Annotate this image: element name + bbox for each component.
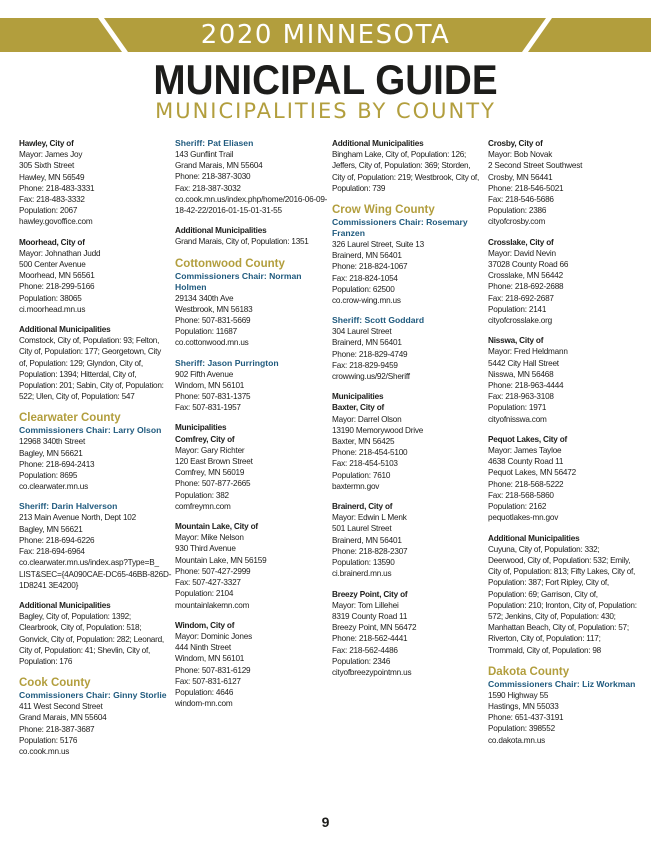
entry-line: Mayor: Tom Lillehei: [332, 600, 399, 610]
entry-line: Phone: 507-831-1375: [175, 392, 251, 402]
page-number: 9: [321, 814, 330, 830]
entry-line: Mayor: Bob Novak: [488, 150, 553, 160]
entry-line: Population: 1971: [488, 403, 547, 413]
entry-line: Crosby, MN 56441: [488, 172, 553, 182]
entry-heading: Additional Municipalities: [332, 139, 424, 148]
entry-line: Fax: 218-546-5686: [488, 195, 554, 205]
entry-county: [175, 257, 325, 349]
entry-line: Phone: 218-963-4444: [488, 381, 564, 391]
county-name: Cook County: [19, 677, 91, 690]
entry-line: Phone: 218-828-2307: [332, 546, 408, 556]
entry-block: [488, 434, 638, 524]
entry-heading: Nisswa, City of: [488, 336, 544, 346]
entry-line: 143 Gunflint Trail: [175, 150, 234, 159]
entry-line: Phone: 218-546-5021: [488, 183, 564, 193]
entry-line: Population: 5176: [19, 735, 78, 745]
entry-line: 37028 County Road 66: [488, 260, 569, 270]
entry-line: Population: 2162: [488, 502, 547, 512]
entry-block: [488, 138, 638, 228]
entry-line: Westbrook, MN 56183: [175, 304, 253, 314]
page-subtitle: MUNICIPALITIES BY COUNTY: [155, 99, 496, 123]
entry-heading: Baxter, City of: [332, 403, 385, 413]
entry-line: Phone: 218-829-4749: [332, 349, 408, 359]
entry-line: Phone: 218-299-5166: [19, 282, 95, 292]
entry-line: Phone: 507-877-2665: [175, 479, 251, 489]
entry-line: 304 Laurel Street: [332, 327, 392, 337]
entry-line: co.dakota.mn.us: [488, 735, 546, 745]
entry-line: ci.brainerd.mn.us: [332, 569, 392, 579]
entry-line: Phone: 651-437-3191: [488, 713, 564, 723]
entry-line: 2 Second Street Southwest: [488, 161, 583, 171]
entry-line: co.cook.mn.us/index.php/home/2016-06-09-: [175, 194, 328, 204]
entry-line: baxtermn.gov: [332, 481, 380, 491]
entry-line: co.cook.mn.us: [19, 746, 70, 756]
entry-line: Population: 13590: [332, 558, 395, 568]
entry-line: 1590 Highway 55: [488, 690, 549, 700]
commissioners-chair: Commissioners Chair: Ginny Storlie: [19, 690, 167, 701]
entry-line: Windom, MN 56101: [175, 654, 245, 664]
entry-line: 5442 City Hall Street: [488, 358, 559, 368]
entry-para: [19, 600, 167, 667]
entry-block: [19, 237, 167, 315]
county-name: Cottonwood County: [175, 257, 285, 270]
entry-line: co.clearwater.mn.us: [19, 482, 89, 492]
entry-block: [332, 501, 482, 579]
county-name: Crow Wing County: [332, 204, 435, 217]
entry-line: 120 East Brown Street: [175, 457, 253, 467]
entry-line: Mayor: Gary Richter: [175, 445, 245, 455]
entry-line: Crosslake, MN 56442: [488, 271, 563, 281]
entry-line: 902 Fifth Avenue: [175, 369, 234, 379]
entry-line: 930 Third Avenue: [175, 544, 236, 554]
entry-line: Moorhead, MN 56561: [19, 271, 95, 281]
entry-para: [19, 324, 167, 402]
county-name: Clearwater County: [19, 412, 121, 425]
entry-line: Grand Marais, MN 55604: [19, 713, 107, 723]
entry-line: Nisswa, MN 56468: [488, 369, 554, 379]
entry-heading: Breezy Point, City of: [332, 589, 408, 599]
entry-line: Phone: 507-831-6129: [175, 665, 251, 675]
entry-line: co.crow-wing.mn.us: [332, 296, 401, 306]
entry-line: 4638 County Road 11: [488, 457, 564, 467]
entry-line: Population: 7610: [332, 470, 391, 480]
entry-line: Mayor: Dominic Jones: [175, 631, 252, 641]
entry-heading: Comfrey, City of: [175, 434, 235, 444]
entry-line: Fax: 218-483-3332: [19, 195, 85, 205]
entry-line: Fax: 218-824-1054: [332, 273, 398, 283]
entry-line: 305 Sixth Street: [19, 161, 75, 171]
entry-sheriff: [175, 138, 328, 216]
entry-line: Comfrey, MN 56019: [175, 468, 245, 478]
entry-line: Population: 8695: [19, 471, 78, 481]
entry-line: Mayor: Darrel Olson: [332, 414, 402, 424]
entry-line: Fax: 218-568-5860: [488, 490, 554, 500]
entry-block: [19, 138, 167, 228]
entry-line: 8319 County Road 11: [332, 611, 408, 621]
entry-line: windom-mn.com: [175, 699, 233, 709]
page-title: MUNICIPAL GUIDE: [153, 56, 498, 103]
entry-line: crowwing.us/92/Sheriff: [332, 372, 410, 382]
entry-line: Windom, MN 56101: [175, 380, 245, 390]
entry-paragraph: Cuyuna, City of, Population: 332; Deerwood, City of, Population: 532; Emily, City of, Population: 813; Fifty Lakes, City of, Population: 387; Fort Ripley, City of, Population: 69; Garrison, City of, Population: 210; Ironton, City of, Population: 572; Jenkins, City of, Population: 430; Manhattan Beach, City of, Population: 57; Riverton, City of, Population: 117; Trommald, City of, Population: 98: [488, 544, 637, 655]
entry-line: Bagley, MN 56621: [19, 524, 83, 534]
entry-line: Population: 62500: [332, 284, 395, 294]
entry-line: Population: 2386: [488, 206, 547, 216]
entry-heading: Moorhead, City of: [19, 237, 85, 247]
entry-line: Hastings, MN 55033: [488, 701, 559, 711]
entry-heading: Crosby, City of: [488, 139, 543, 148]
entry-line: 444 Ninth Street: [175, 643, 231, 653]
entry-line: Population: 38065: [19, 293, 82, 303]
entry-line: Brainerd, MN 56401: [332, 535, 402, 545]
entry-line: cityofcrosslake.org: [488, 316, 552, 326]
entry-county: [332, 203, 482, 306]
entry-line: Phone: 218-562-4441: [332, 634, 408, 644]
entry-sheriff: [332, 315, 482, 382]
entry-line: Population: 2141: [488, 304, 547, 314]
entry-line: Hawley, MN 56549: [19, 172, 85, 182]
entry-sheriff: [19, 501, 172, 590]
column-2: [175, 138, 328, 718]
entry-paragraph: Comstock, City of, Population: 93; Felton, City of, Population: 177; Georgetown, City of, Population: 129; Glyndon, City of, Population: 1394; Hitterdal, City of, Population: 201; Sabin, City of, Population: 522; Ulen, City of, Population: 547: [19, 336, 164, 402]
entry-line: Mayor: James Tayloe: [488, 446, 562, 456]
entry-line: Phone: 218-387-3030: [175, 172, 251, 182]
entry-line: Baxter, MN 56425: [332, 437, 395, 447]
entry-line: co.cottonwood.mn.us: [175, 338, 249, 348]
entry-line: Phone: 507-831-5669: [175, 316, 251, 326]
entry-line: Mayor: James Joy: [19, 150, 83, 160]
entry-line: Fax: 507-427-3327: [175, 578, 241, 588]
entry-line: Fax: 218-694-6964: [19, 547, 85, 557]
entry-block: [175, 422, 325, 512]
entry-paragraph: Bingham Lake, City of, Population: 126; Jeffers, City of, Population: 369; Storden, City of, Population: 219; Westbrook, City of, Population: 739: [332, 150, 479, 193]
entry-line: Breezy Point, MN 56472: [332, 623, 417, 633]
entry-line: Fax: 218-692-2687: [488, 293, 554, 303]
entry-line: cityofbreezypointmn.us: [332, 667, 412, 677]
commissioners-chair: Commissioners Chair: Norman Holmen: [175, 270, 302, 292]
entry-line: ci.moorhead.mn.us: [19, 304, 86, 314]
entry-line: Fax: 218-454-5103: [332, 459, 398, 469]
entry-line: 411 West Second Street: [19, 702, 103, 712]
entry-line: Population: 2346: [332, 656, 391, 666]
sheriff-name: Sheriff: Pat Eliasen: [175, 138, 254, 148]
commissioners-chair: Commissioners Chair: Larry Olson: [19, 425, 162, 436]
entry-sheriff: [175, 358, 325, 414]
entry-county: [488, 665, 638, 746]
entry-heading: Municipalities: [175, 423, 227, 433]
entry-heading: Brainerd, City of: [332, 502, 393, 512]
entry-block: [488, 335, 638, 425]
entry-line: 18-42-22/2016-01-15-01-31-55: [175, 206, 282, 216]
column-1: [19, 138, 172, 766]
entry-line: 326 Laurel Street, Suite 13: [332, 240, 425, 250]
commissioners-chair: Commissioners Chair: Liz Workman: [488, 678, 636, 689]
entry-heading: Windom, City of: [175, 620, 235, 630]
entry-line: Pequot Lakes, MN 56472: [488, 468, 576, 478]
entry-line: Mayor: Fred Heldmann: [488, 347, 568, 357]
entry-line: Fax: 507-831-1957: [175, 403, 241, 413]
entry-line: Phone: 218-694-6226: [19, 535, 95, 545]
entry-line: comfreymn.com: [175, 501, 231, 511]
banner-year-line: 2020 MINNESOTA: [200, 20, 451, 50]
entry-line: Phone: 218-824-1067: [332, 262, 408, 272]
entry-line: Mayor: David Nevin: [488, 248, 556, 258]
entry-line: Fax: 218-387-3032: [175, 183, 241, 193]
entry-line: Phone: 218-568-5222: [488, 479, 564, 489]
sheriff-name: Sheriff: Scott Goddard: [332, 315, 425, 326]
entry-block: [175, 521, 325, 611]
entry-heading: Additional Municipalities: [19, 325, 111, 335]
entry-line: Population: 2104: [175, 589, 234, 599]
entry-line: 213 Main Avenue North, Dept 102: [19, 513, 136, 523]
entry-heading: Additional Municipalities: [488, 533, 580, 543]
sheriff-name: Sheriff: Jason Purrington: [175, 357, 279, 368]
column-4: [488, 138, 638, 755]
commissioners-chair: Commissioners Chair: Rosemary Franzen: [332, 217, 468, 239]
entry-para: [332, 138, 482, 194]
entry-line: Brainerd, MN 56401: [332, 338, 402, 348]
entry-line: Grand Marais, MN 55604: [175, 161, 263, 171]
entry-line: cityofnisswa.com: [488, 414, 547, 424]
entry-line: Population: 398552: [488, 724, 555, 734]
entry-block: [175, 620, 325, 710]
entry-heading: Additional Municipalities: [19, 600, 111, 610]
entry-block: [488, 237, 638, 327]
entry-block: [332, 391, 482, 492]
entry-line: Mountain Lake, MN 56159: [175, 555, 267, 565]
entry-line: Mayor: Mike Nelson: [175, 533, 244, 543]
entry-heading: Mountain Lake, City of: [175, 522, 258, 532]
entry-paragraph: Grand Marais, City of, Population: 1351: [175, 237, 309, 247]
entry-line: Population: 11687: [175, 327, 238, 337]
entry-county: [19, 411, 167, 492]
entry-line: 12968 340th Street: [19, 437, 86, 447]
entry-line: Population: 4646: [175, 687, 234, 697]
entry-line: 29134 340th Ave: [175, 293, 234, 303]
entry-heading: Additional Municipalities: [175, 226, 267, 236]
entry-line: Fax: 507-831-6127: [175, 676, 241, 686]
county-name: Dakota County: [488, 665, 570, 678]
entry-line: Phone: 218-483-3331: [19, 183, 95, 193]
entry-line: hawley.govoffice.com: [19, 217, 93, 227]
entry-line: Phone: 218-692-2688: [488, 282, 564, 292]
entry-heading: Municipalities: [332, 392, 384, 402]
entry-heading: Pequot Lakes, City of: [488, 434, 568, 444]
entry-line: co.clearwater.mn.us/index.asp?Type=B_: [19, 558, 159, 568]
entry-paragraph: Bagley, City of, Population: 1392; Clearbrook, City of, Population: 518; Gonvick, City of, Population: 282; Leonard, City of, Population: 41; Shevlin, City of, Population: 176: [19, 612, 164, 666]
entry-line: 1D8241 3E4200}: [19, 580, 79, 590]
entry-line: mountainlakemn.com: [175, 600, 250, 610]
entry-line: pequotlakes-mn.gov: [488, 513, 559, 523]
entry-county: [19, 676, 167, 757]
entry-line: LIST&SEC={4A090CAE-DC65-46BB-826D-: [19, 569, 172, 579]
entry-line: 500 Center Avenue: [19, 260, 86, 270]
entry-line: 501 Laurel Street: [332, 524, 392, 534]
entry-para: [175, 225, 325, 247]
sheriff-name: Sheriff: Darin Halverson: [19, 501, 118, 512]
entry-line: Fax: 218-562-4486: [332, 645, 398, 655]
entry-line: Phone: 218-387-3687: [19, 724, 95, 734]
entry-line: 13190 Memorywood Drive: [332, 425, 424, 435]
entry-heading: Hawley, City of: [19, 139, 74, 148]
entry-block: [332, 589, 482, 679]
entry-line: Brainerd, MN 56401: [332, 251, 402, 261]
entry-line: Bagley, MN 56621: [19, 448, 83, 458]
entry-line: cityofcrosby.com: [488, 217, 546, 227]
entry-line: Mayor: Edwin L Menk: [332, 513, 407, 523]
entry-line: Mayor: Johnathan Judd: [19, 248, 101, 258]
entry-para: [488, 533, 638, 656]
entry-line: Population: 382: [175, 490, 229, 500]
column-3: [332, 138, 482, 687]
entry-line: Phone: 218-454-5100: [332, 448, 408, 458]
entry-heading: Crosslake, City of: [488, 237, 554, 247]
entry-line: Phone: 507-427-2999: [175, 566, 251, 576]
entry-line: Phone: 218-694-2413: [19, 459, 95, 469]
entry-line: Fax: 218-829-9459: [332, 360, 398, 370]
entry-line: Population: 2067: [19, 206, 78, 216]
entry-line: Fax: 218-963-3108: [488, 392, 554, 402]
